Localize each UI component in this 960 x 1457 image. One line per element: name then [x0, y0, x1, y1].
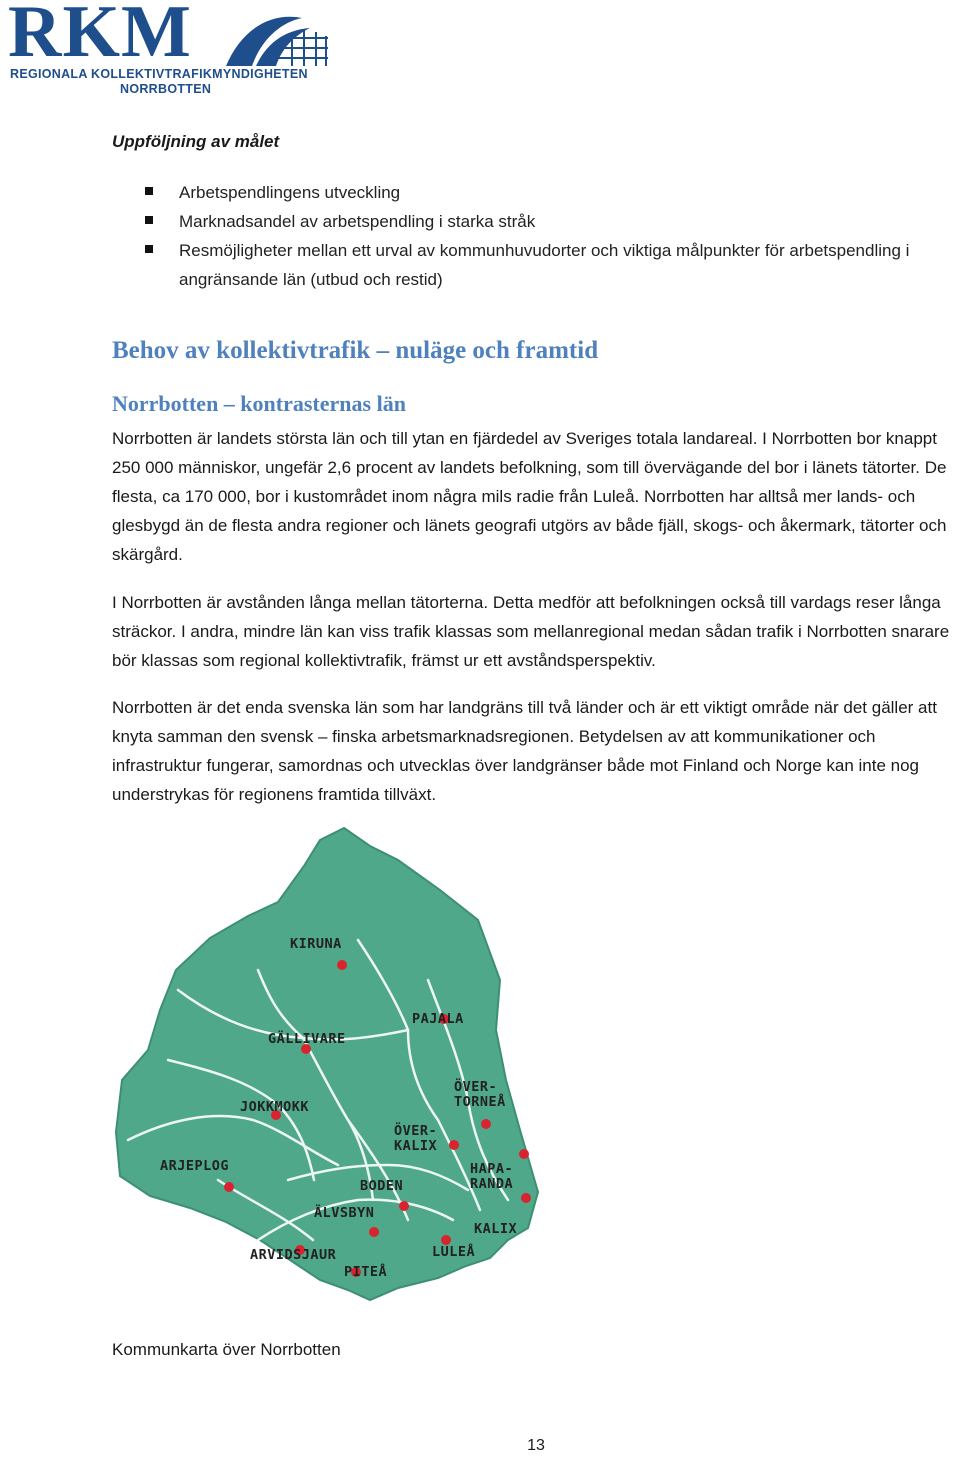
logo-subtitle: REGIONALA KOLLEKTIVTRAFIKMYNDIGHETEN	[10, 67, 308, 81]
page-title: Behov av kollektivtrafik – nuläge och framtid	[112, 337, 599, 364]
town-label-arvidsjaur: ARVIDSJAUR	[250, 1247, 337, 1263]
town-dot-kalix	[521, 1193, 531, 1203]
list-item: Marknadsandel av arbetspendling i starka stråk	[112, 207, 912, 236]
norrbotten-map-shape	[108, 820, 548, 1320]
paragraph: Norrbotten är landets största län och till ytan en fjärdedel av Sveriges totala landareal. I Norrbotten bor knappt 250 000 människor, ungefär 2,6 procent av landets befolkning, som till övervägande del bor i länets tätorter. De flesta, ca 170 000, bor i kustområdet inom några mils radie från Luleå. Norrbotten har alltså mer lands- och glesbygd än de flesta andra regioner och länets geografi utgörs av både fjäll, skogs- och åkermark, tätorter och skärgård.	[112, 429, 947, 564]
town-dot-kiruna	[337, 960, 347, 970]
section-heading: Uppföljning av målet	[112, 132, 280, 151]
town-dot-overtornea	[481, 1119, 491, 1129]
page-number: 13	[527, 1437, 545, 1454]
town-label-boden: BODEN	[360, 1178, 404, 1194]
list-item: Resmöjligheter mellan ett urval av kommunhuvudorter och viktiga målpunkter för arbetspendling i angränsande län (utbud och restid)	[112, 236, 912, 294]
map-caption: Kommunkarta över Norrbotten	[112, 1340, 341, 1359]
town-label-kiruna: KIRUNA	[290, 936, 342, 952]
town-dot-alvsbyn	[369, 1227, 379, 1237]
paragraph: I Norrbotten är avstånden långa mellan tätorterna. Detta medför att befolkningen också till vardags reser långa sträckor. I andra, mindre län kan viss trafik klassas som mellanregional medan sådan trafik i Norrbotten snarare bör klassas som regional kollektivtrafik, främst ur ett avståndsperspektiv.	[112, 593, 950, 670]
town-label-pitea: PITEÅ	[344, 1264, 388, 1280]
town-label-arjeplog: ARJEPLOG	[160, 1158, 230, 1174]
municipality-map	[108, 820, 548, 1320]
logo-letters: RKM	[8, 0, 192, 73]
goal-followup-list	[112, 178, 912, 294]
wave-emblem-icon	[222, 8, 332, 68]
logo-region: NORRBOTTEN	[120, 82, 212, 96]
town-label-kalix: KALIX	[474, 1221, 518, 1237]
sub-heading: Norrbotten – kontrasternas län	[112, 391, 406, 416]
town-label-overtornea: ÖVER- TORNEÅ	[454, 1079, 506, 1110]
town-dot-overkalix	[449, 1140, 459, 1150]
town-label-overkalix: ÖVER- KALIX	[394, 1123, 438, 1154]
town-dot-haparanda	[519, 1149, 529, 1159]
paragraph: Norrbotten är det enda svenska län som har landgräns till två länder och är ett viktigt område när det gäller att knyta samman den svensk – finska arbetsmarknadsregionen. Betydelsen av att kommunikationer och infrastruktur fungerar, samordnas och utvecklas över landgränser både mot Finland och Norge kan inte nog understrykas för regionens framtida tillväxt.	[112, 698, 937, 804]
town-label-gallivare: GÄLLIVARE	[268, 1031, 346, 1047]
rkm-logo	[8, 0, 328, 96]
town-label-alvsbyn: ÄLVSBYN	[314, 1205, 375, 1221]
town-label-jokkmokk: JOKKMOKK	[240, 1099, 310, 1115]
town-dot-arjeplog	[224, 1182, 234, 1192]
town-dot-boden	[399, 1201, 409, 1211]
town-label-pajala: PAJALA	[412, 1011, 464, 1027]
town-label-haparanda: HAPA- RANDA	[470, 1161, 514, 1192]
list-item: Arbetspendlingens utveckling	[112, 178, 912, 207]
town-label-lulea: LULEÅ	[432, 1244, 476, 1260]
